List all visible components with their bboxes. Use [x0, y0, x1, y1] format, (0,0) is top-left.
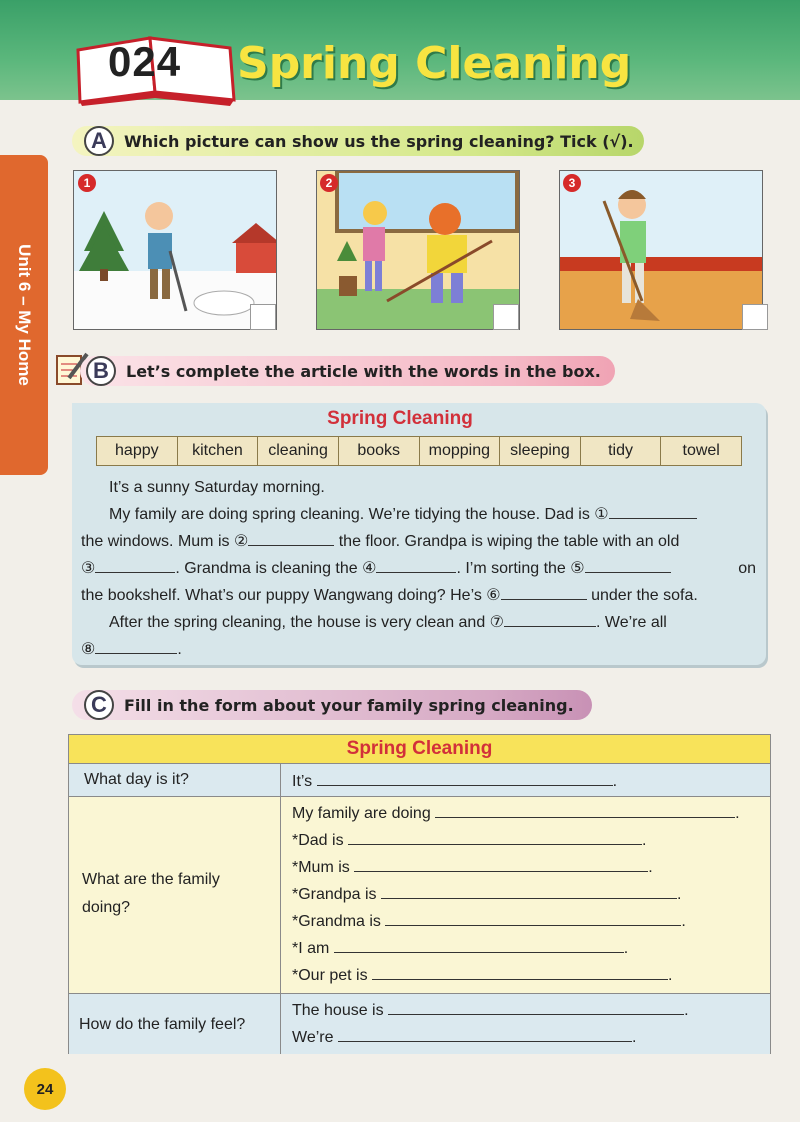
- answer-blank[interactable]: [338, 1027, 632, 1042]
- section-b-header: [80, 356, 615, 386]
- row-answer-cell: [281, 797, 770, 993]
- article-text-span: under the sofa.: [591, 587, 698, 604]
- article-text: [81, 474, 756, 663]
- family-form-table: [68, 734, 771, 1054]
- picture-2-number: 2: [320, 174, 338, 192]
- answer-line: We’re .: [292, 1029, 637, 1046]
- answer-prompt: *Mum is: [292, 859, 350, 876]
- answer-prompt: *Grandpa is: [292, 886, 377, 903]
- picture-3: [559, 170, 763, 330]
- section-c-letter: C: [84, 690, 114, 720]
- tick-box-1[interactable]: [250, 304, 276, 330]
- answer-prompt: My family are doing: [292, 805, 431, 822]
- blank-2[interactable]: [248, 531, 334, 546]
- article-line: [81, 582, 756, 609]
- answer-line: *Dad is .: [292, 832, 647, 849]
- section-a-instruction: Which picture can show us the spring cleaning? Tick (√).: [124, 131, 634, 151]
- blank-4[interactable]: [376, 558, 456, 573]
- tick-box-3[interactable]: [742, 304, 768, 330]
- article-text-span: My family are doing spring cleaning. We’re tidying the house. Dad is ①: [109, 506, 609, 523]
- boy-shoveling-snow-icon: [74, 171, 276, 329]
- word-box-item: cleaning: [258, 437, 339, 465]
- word-box-item: kitchen: [178, 437, 259, 465]
- row-question-cell: [69, 764, 281, 796]
- table-row: [69, 796, 770, 993]
- article-text-span: on: [738, 560, 756, 577]
- answer-blank[interactable]: [388, 1000, 684, 1015]
- question-family-doing-2: doing?: [82, 899, 131, 916]
- article-text-span: ③: [81, 560, 96, 577]
- table-row: [69, 763, 770, 796]
- word-box-item: happy: [97, 437, 178, 465]
- answer-line: It’s .: [292, 773, 618, 790]
- answer-prompt: We’re: [292, 1029, 334, 1046]
- row-answer-cell: [281, 764, 770, 796]
- row-question-cell: [69, 994, 281, 1054]
- picture-1: [73, 170, 277, 330]
- article-text-span: After the spring cleaning, the house is very clean and ⑦: [109, 614, 505, 631]
- word-box-item: mopping: [420, 437, 501, 465]
- section-b-instruction: Let’s complete the article with the words in the box.: [126, 361, 601, 381]
- answer-line: *Our pet is .: [292, 967, 673, 984]
- article-title: Spring Cleaning: [327, 408, 473, 429]
- answer-blank[interactable]: [435, 803, 735, 818]
- answer-prompt: *Dad is: [292, 832, 344, 849]
- answer-line: The house is .: [292, 1002, 689, 1019]
- boy-sweeping-leaves-icon: [560, 171, 762, 329]
- blank-5[interactable]: [585, 558, 671, 573]
- picture-2: [316, 170, 520, 330]
- answer-line: *Grandpa is .: [292, 886, 682, 903]
- table-row: [69, 993, 770, 1054]
- answer-blank[interactable]: [348, 830, 642, 845]
- blank-1[interactable]: [609, 504, 697, 519]
- form-title: Spring Cleaning: [69, 735, 770, 763]
- article-text-span: .: [177, 641, 182, 658]
- article-text-span: . Grandma is cleaning the ④: [175, 560, 377, 577]
- article-line: [81, 636, 756, 663]
- article-text-span: the windows. Mum is ②: [81, 533, 249, 550]
- answer-line: *Grandma is .: [292, 913, 686, 930]
- question-family-doing: What are the family: [82, 871, 220, 888]
- answer-blank[interactable]: [372, 965, 668, 980]
- answer-blank[interactable]: [354, 857, 648, 872]
- answer-blank[interactable]: [381, 884, 677, 899]
- blank-3[interactable]: [95, 558, 175, 573]
- word-box-item: sleeping: [500, 437, 581, 465]
- question-what-day: What day is it?: [84, 771, 189, 788]
- lesson-number: 024: [108, 38, 182, 85]
- article-line: [81, 555, 756, 582]
- answer-line: *I am .: [292, 940, 629, 957]
- word-box-item: tidy: [581, 437, 662, 465]
- word-box-item: books: [339, 437, 420, 465]
- answer-prompt: *Grandma is: [292, 913, 381, 930]
- article-line: [81, 609, 756, 636]
- article-text-span: . We’re all: [596, 614, 667, 631]
- word-box: [96, 436, 742, 466]
- picture-1-number: 1: [78, 174, 96, 192]
- unit-label: Unit 6 – My Home: [15, 244, 34, 386]
- answer-prompt: It’s: [292, 773, 313, 790]
- blank-7[interactable]: [504, 612, 596, 627]
- answer-prompt: The house is: [292, 1002, 384, 1019]
- question-family-feel: How do the family feel?: [79, 1016, 246, 1033]
- article-text-span: the floor. Grandpa is wiping the table with an old: [334, 533, 680, 550]
- article-line: [81, 501, 756, 528]
- article-line: It’s a sunny Saturday morning.: [109, 479, 325, 496]
- answer-blank[interactable]: [317, 771, 613, 786]
- article-text-span: . I’m sorting the ⑤: [456, 560, 585, 577]
- blank-6[interactable]: [501, 585, 587, 600]
- row-question-cell: [69, 797, 281, 993]
- answer-line: *Mum is .: [292, 859, 653, 876]
- family-cleaning-window-icon: [317, 171, 519, 329]
- article-text-span: ⑧: [81, 641, 96, 658]
- section-a-letter: A: [84, 126, 114, 156]
- section-a-header: [72, 126, 644, 156]
- section-c-instruction: Fill in the form about your family spring cleaning.: [124, 695, 574, 715]
- page-title: Spring Cleaning: [237, 38, 632, 89]
- answer-line: My family are doing .: [292, 805, 740, 822]
- blank-8[interactable]: [95, 639, 177, 654]
- row-answer-cell: [281, 994, 770, 1054]
- answer-blank[interactable]: [385, 911, 681, 926]
- section-b-letter: B: [86, 356, 116, 386]
- answer-blank[interactable]: [334, 938, 624, 953]
- picture-3-number: 3: [563, 174, 581, 192]
- answer-prompt: *I am: [292, 940, 330, 957]
- section-c-header: [72, 690, 592, 720]
- answer-prompt: *Our pet is: [292, 967, 368, 984]
- tick-box-2[interactable]: [493, 304, 519, 330]
- page-number: 24: [24, 1068, 66, 1110]
- word-box-item: towel: [682, 442, 720, 459]
- article-text-span: the bookshelf. What’s our puppy Wangwang doing? He’s ⑥: [81, 587, 501, 604]
- article-line: [81, 528, 756, 555]
